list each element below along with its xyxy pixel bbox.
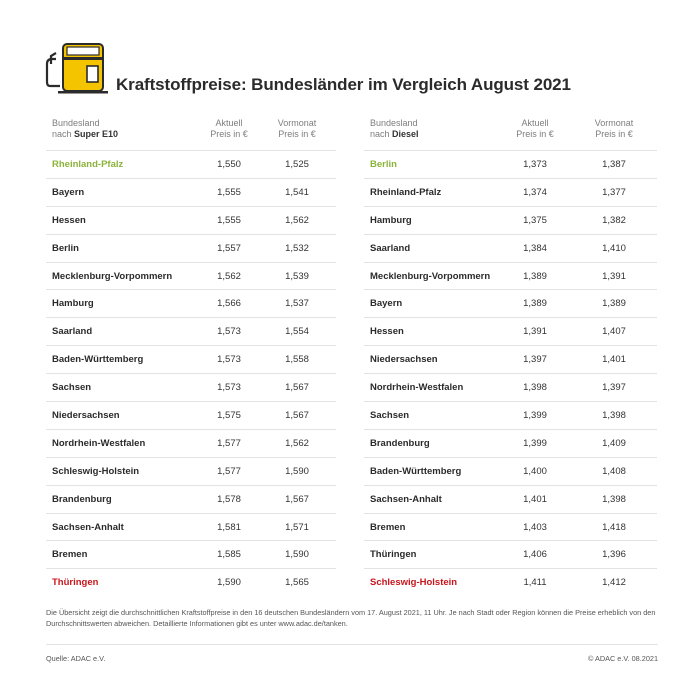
region-name: Nordrhein-Westfalen — [370, 382, 464, 394]
table-diesel — [364, 118, 657, 589]
region-name: Schleswig-Holstein — [370, 577, 458, 589]
region-name: Sachsen-Anhalt — [370, 493, 442, 505]
previous-price: 1,418 — [602, 521, 626, 533]
previous-price: 1,558 — [285, 354, 309, 366]
footnote: Die Übersicht zeigt die durchschnittlichen Kraftstoffpreise in den 16 deutschen Bundesländern vom 17. August 2021, 11 Uhr. Je nach Stadt oder Region können die Preise erheblich von den Durchschnittswerten abweichen. Detaillierte Informationen gibt es unter www.adac.de/tanken. — [46, 608, 656, 628]
region-name: Brandenburg — [370, 437, 430, 449]
region-name: Niedersachsen — [52, 410, 120, 422]
table-row — [364, 513, 657, 541]
table-row — [364, 317, 657, 345]
region-name: Bremen — [370, 521, 406, 533]
divider — [46, 644, 658, 645]
fuel-pump-icon — [44, 42, 110, 94]
previous-price: 1,567 — [285, 410, 309, 422]
previous-price: 1,377 — [602, 186, 626, 198]
region-name: Sachsen-Anhalt — [52, 521, 124, 533]
table-header — [46, 118, 336, 150]
previous-price: 1,567 — [285, 382, 309, 394]
table-row — [364, 206, 657, 234]
table-row — [46, 568, 336, 596]
table-row — [46, 206, 336, 234]
current-price: 1,397 — [523, 354, 547, 366]
previous-price: 1,398 — [602, 410, 626, 422]
region-name: Hessen — [52, 214, 86, 226]
current-price: 1,403 — [523, 521, 547, 533]
col-region-header: Bundesland nach Diesel — [370, 118, 419, 139]
region-name: Hamburg — [52, 298, 94, 310]
region-name: Hessen — [370, 326, 404, 338]
table-row — [46, 345, 336, 373]
table-row — [46, 178, 336, 206]
table-row — [46, 317, 336, 345]
region-name: Hamburg — [370, 214, 412, 226]
current-price: 1,575 — [217, 410, 241, 422]
previous-price: 1,397 — [602, 382, 626, 394]
table-super-e10 — [46, 118, 336, 589]
table-row — [46, 401, 336, 429]
previous-price: 1,382 — [602, 214, 626, 226]
table-row — [364, 234, 657, 262]
previous-price: 1,525 — [285, 159, 309, 170]
col-previous-header: Vormonat Preis in € — [277, 118, 317, 139]
previous-price: 1,409 — [602, 437, 626, 449]
region-name: Mecklenburg-Vorpommern — [370, 270, 491, 282]
previous-price: 1,389 — [602, 298, 626, 310]
previous-price: 1,590 — [285, 549, 309, 561]
region-name: Sachsen — [370, 410, 410, 422]
region-name: Baden-Württemberg — [52, 354, 144, 366]
table-body — [46, 150, 336, 596]
previous-price: 1,401 — [602, 354, 626, 366]
table-row — [364, 401, 657, 429]
table-row — [46, 373, 336, 401]
region-name: Berlin — [52, 242, 79, 254]
table-header — [364, 118, 657, 150]
current-price: 1,577 — [217, 465, 241, 477]
table-row — [46, 485, 336, 513]
page-title: Kraftstoffpreise: Bundesländer im Vergleich August 2021 — [116, 75, 571, 94]
current-price: 1,585 — [217, 549, 241, 561]
region-name: Niedersachsen — [370, 354, 438, 366]
table-row — [364, 289, 657, 317]
table-row — [364, 345, 657, 373]
region-name: Bayern — [52, 186, 85, 198]
previous-price: 1,539 — [285, 270, 309, 282]
current-price: 1,581 — [217, 521, 241, 533]
previous-price: 1,554 — [285, 326, 309, 338]
region-name: Thüringen — [52, 577, 99, 589]
previous-price: 1,391 — [602, 270, 626, 282]
previous-price: 1,562 — [285, 437, 309, 449]
previous-price: 1,412 — [602, 577, 626, 589]
region-name: Schleswig-Holstein — [52, 465, 140, 477]
table-row — [364, 540, 657, 568]
current-price: 1,389 — [523, 270, 547, 282]
table-row — [364, 178, 657, 206]
current-price: 1,398 — [523, 382, 547, 394]
col-previous-header: Vormonat Preis in € — [594, 118, 634, 139]
current-price: 1,374 — [523, 186, 547, 198]
current-price: 1,375 — [523, 214, 547, 226]
table-row — [46, 289, 336, 317]
previous-price: 1,565 — [285, 577, 309, 589]
current-price: 1,399 — [523, 410, 547, 422]
table-row — [46, 234, 336, 262]
current-price: 1,401 — [523, 493, 547, 505]
previous-price: 1,567 — [285, 493, 309, 505]
region-name: Baden-Württemberg — [370, 465, 462, 477]
col-current-header: Aktuell Preis in € — [210, 118, 248, 139]
source-note: Quelle: ADAC e.V. — [46, 654, 106, 663]
region-name: Nordrhein-Westfalen — [52, 437, 146, 449]
current-price: 1,406 — [523, 549, 547, 561]
table-row — [364, 457, 657, 485]
previous-price: 1,562 — [285, 214, 309, 226]
region-name: Berlin — [370, 159, 397, 170]
current-price: 1,373 — [523, 159, 547, 170]
region-name: Saarland — [370, 242, 411, 254]
region-name: Rheinland-Pfalz — [370, 186, 442, 198]
previous-price: 1,532 — [285, 242, 309, 254]
table-row — [46, 540, 336, 568]
previous-price: 1,396 — [602, 549, 626, 561]
current-price: 1,391 — [523, 326, 547, 338]
copyright: © ADAC e.V. 08.2021 — [587, 654, 658, 663]
previous-price: 1,387 — [602, 159, 626, 170]
current-price: 1,555 — [217, 214, 241, 226]
table-row — [46, 150, 336, 178]
table-row — [364, 262, 657, 290]
region-name: Mecklenburg-Vorpommern — [52, 270, 173, 282]
table-row — [364, 568, 657, 596]
previous-price: 1,408 — [602, 465, 626, 477]
table-row — [46, 513, 336, 541]
region-name: Bremen — [52, 549, 88, 561]
previous-price: 1,571 — [285, 521, 309, 533]
current-price: 1,550 — [217, 159, 241, 170]
region-name: Sachsen — [52, 382, 92, 394]
table-row — [46, 457, 336, 485]
current-price: 1,411 — [523, 577, 547, 589]
table-row — [364, 485, 657, 513]
region-name: Brandenburg — [52, 493, 112, 505]
region-name: Rheinland-Pfalz — [52, 159, 124, 170]
current-price: 1,389 — [523, 298, 547, 310]
region-name: Thüringen — [370, 549, 417, 561]
previous-price: 1,590 — [285, 465, 309, 477]
current-price: 1,562 — [217, 270, 241, 282]
previous-price: 1,541 — [285, 186, 309, 198]
current-price: 1,566 — [217, 298, 241, 310]
header — [44, 42, 654, 94]
col-current-header: Aktuell Preis in € — [516, 118, 554, 139]
region-name: Saarland — [52, 326, 93, 338]
table-row — [364, 429, 657, 457]
table-row — [364, 373, 657, 401]
current-price: 1,590 — [217, 577, 241, 589]
current-price: 1,557 — [217, 242, 241, 254]
current-price: 1,577 — [217, 437, 241, 449]
table-row — [46, 429, 336, 457]
current-price: 1,384 — [523, 242, 547, 254]
current-price: 1,578 — [217, 493, 241, 505]
current-price: 1,400 — [523, 465, 547, 477]
previous-price: 1,398 — [602, 493, 626, 505]
previous-price: 1,410 — [602, 242, 626, 254]
current-price: 1,573 — [217, 326, 241, 338]
current-price: 1,555 — [217, 186, 241, 198]
table-row — [364, 150, 657, 178]
current-price: 1,573 — [217, 382, 241, 394]
col-region-header: Bundesland nach Super E10 — [52, 118, 119, 139]
region-name: Bayern — [370, 298, 403, 310]
current-price: 1,399 — [523, 437, 547, 449]
previous-price: 1,407 — [602, 326, 626, 338]
table-row — [46, 262, 336, 290]
current-price: 1,573 — [217, 354, 241, 366]
previous-price: 1,537 — [285, 298, 309, 310]
table-body — [364, 150, 657, 596]
